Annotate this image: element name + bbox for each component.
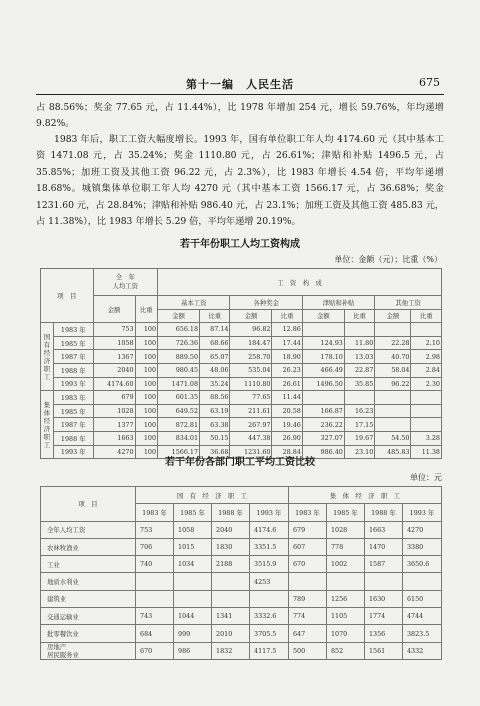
table-cell: 1630 — [364, 590, 402, 607]
table-cell: 35.85 — [344, 377, 374, 391]
col-amount: 金额 — [302, 309, 344, 323]
table-cell: 778 — [326, 538, 364, 555]
table-cell: 100 — [135, 445, 158, 459]
table-cell: 211.61 — [230, 404, 272, 418]
table-cell: 2.30 — [411, 377, 442, 391]
table-cell — [375, 391, 411, 405]
table-cell — [375, 418, 411, 432]
table-cell: 1367 — [93, 350, 135, 364]
table-cell: 607 — [288, 538, 326, 555]
table-cell: 166.87 — [302, 404, 344, 418]
row-year: 1985 年 — [54, 336, 94, 350]
col-amount: 金额 — [93, 296, 135, 323]
table-cell: 3650.6 — [402, 556, 441, 573]
table-cell: 1832 — [212, 642, 250, 659]
table-cell: 980.45 — [158, 363, 200, 377]
table-row — [41, 363, 442, 377]
table-cell: 1341 — [212, 608, 250, 625]
table-cell: 68.66 — [200, 336, 230, 350]
table-cell: 740 — [136, 556, 174, 573]
table-cell: 2.98 — [411, 350, 442, 364]
col-share: 比重 — [411, 309, 442, 323]
table-cell: 96.22 — [375, 377, 411, 391]
table-cell: 23.10 — [344, 445, 374, 459]
table-cell: 1034 — [174, 556, 212, 573]
table-cell: 17.44 — [272, 336, 302, 350]
table-cell: 535.04 — [230, 363, 272, 377]
table-cell: 184.47 — [230, 336, 272, 350]
table-row — [41, 538, 442, 555]
table-cell: 485.83 — [375, 445, 411, 459]
table-cell: 2040 — [212, 521, 250, 538]
table-cell: 743 — [136, 608, 174, 625]
table-cell: 1028 — [93, 404, 135, 418]
group-other: 其他工资 — [375, 296, 442, 310]
table-cell: 1231.60 — [230, 445, 272, 459]
table-cell — [136, 573, 174, 590]
table-cell — [288, 573, 326, 590]
table2-unit: 单位：元 — [410, 473, 442, 482]
row-label: 工业 — [41, 556, 136, 573]
table-cell: 267.97 — [230, 418, 272, 432]
table-cell: 178.10 — [302, 350, 344, 364]
table-cell: 986.40 — [302, 445, 344, 459]
table-cell: 26.61 — [272, 377, 302, 391]
table-cell: 124.93 — [302, 336, 344, 350]
table-row — [41, 377, 442, 391]
table-cell: 26.23 — [272, 363, 302, 377]
col-year: 1993 年 — [250, 504, 289, 521]
col-year: 1985 年 — [326, 504, 364, 521]
row-year: 1993 年 — [54, 377, 94, 391]
table-cell: 684 — [136, 625, 174, 642]
table-cell: 1587 — [364, 556, 402, 573]
table-cell — [212, 590, 250, 607]
table-cell: 35.24 — [200, 377, 230, 391]
table-cell: 2040 — [93, 363, 135, 377]
wage-composition-table — [40, 268, 442, 459]
table-cell: 12.86 — [272, 323, 302, 337]
table-cell: 1256 — [326, 590, 364, 607]
table-cell: 3332.6 — [250, 608, 289, 625]
table-cell: 852 — [326, 642, 364, 659]
table-cell: 100 — [135, 336, 158, 350]
table-cell: 999 — [174, 625, 212, 642]
table-cell — [375, 323, 411, 337]
table-cell: 11.80 — [344, 336, 374, 350]
col-amount: 金额 — [375, 309, 411, 323]
page-header — [36, 74, 444, 95]
table-cell: 327.07 — [302, 431, 344, 445]
group-collective: 集 体 经 济 职 工 — [288, 487, 441, 504]
table-cell — [364, 573, 402, 590]
table-cell: 77.65 — [230, 391, 272, 405]
table-cell: 4744 — [402, 608, 441, 625]
col-year: 1993 年 — [402, 504, 441, 521]
col-share: 比重 — [344, 309, 374, 323]
table-cell — [326, 573, 364, 590]
table-cell: 1470 — [364, 538, 402, 555]
group-allowance: 津贴和补贴 — [302, 296, 374, 310]
col-share: 比重 — [200, 309, 230, 323]
table-cell: 4174.6 — [250, 521, 289, 538]
row-year: 1988 年 — [54, 363, 94, 377]
table-cell: 96.82 — [230, 323, 272, 337]
row-year: 1983 年 — [54, 323, 94, 337]
table-cell: 3705.5 — [250, 625, 289, 642]
table-cell: 3351.5 — [250, 538, 289, 555]
table-cell: 4270 — [93, 445, 135, 459]
table-cell: 54.50 — [375, 431, 411, 445]
section-label: 集体经济职工 — [41, 391, 54, 459]
table-cell: 100 — [135, 391, 158, 405]
table-cell: 19.67 — [344, 431, 374, 445]
table-cell: 1830 — [212, 538, 250, 555]
table-cell — [411, 404, 442, 418]
table-cell: 753 — [93, 323, 135, 337]
table-cell: 1015 — [174, 538, 212, 555]
row-year: 1985 年 — [54, 404, 94, 418]
table1-unit: 单位：金额（元）；比重（%） — [334, 255, 442, 264]
table-cell: 1496.50 — [302, 377, 344, 391]
table-cell: 100 — [135, 377, 158, 391]
table-cell: 679 — [288, 521, 326, 538]
col-item: 项 目 — [41, 269, 94, 323]
table-cell: 1070 — [326, 625, 364, 642]
group-state: 国 有 经 济 职 工 — [136, 487, 289, 504]
table-row — [41, 391, 442, 405]
table-cell: 40.70 — [375, 350, 411, 364]
row-label: 交通运输业 — [41, 608, 136, 625]
table-cell: 1377 — [93, 418, 135, 432]
table-cell: 63.19 — [200, 404, 230, 418]
table-cell: 16.23 — [344, 404, 374, 418]
table-cell: 4332 — [402, 642, 441, 659]
table-cell — [302, 323, 344, 337]
table-cell: 1110.80 — [230, 377, 272, 391]
table-cell: 2.10 — [411, 336, 442, 350]
table-cell: 18.90 — [272, 350, 302, 364]
col-year: 1988 年 — [364, 504, 402, 521]
table-cell — [136, 590, 174, 607]
table-cell: 4270 — [402, 521, 441, 538]
table-cell: 889.50 — [158, 350, 200, 364]
table-cell: 65.07 — [200, 350, 230, 364]
table-cell: 4253 — [250, 573, 289, 590]
table-cell: 22.87 — [344, 363, 374, 377]
table-row — [41, 336, 442, 350]
table-cell: 258.70 — [230, 350, 272, 364]
table-cell: 2.84 — [411, 363, 442, 377]
table-cell: 670 — [136, 642, 174, 659]
table1-title: 若干年份职工人均工资构成 — [180, 239, 300, 250]
table-cell: 2010 — [212, 625, 250, 642]
table-row — [41, 642, 442, 659]
table-cell: 6150 — [402, 590, 441, 607]
table-cell: 466.49 — [302, 363, 344, 377]
row-label: 农林牧渔业 — [41, 538, 136, 555]
table-cell — [174, 573, 212, 590]
table-cell: 36.68 — [200, 445, 230, 459]
table-row — [41, 418, 442, 432]
table-cell — [212, 573, 250, 590]
table-cell: 1002 — [326, 556, 364, 573]
row-label: 房地产 居民服务业 — [41, 642, 136, 659]
table-cell: 20.58 — [272, 404, 302, 418]
table-cell: 48.06 — [200, 363, 230, 377]
table-cell: 726.36 — [158, 336, 200, 350]
col-amount: 金额 — [158, 309, 200, 323]
table-cell: 100 — [135, 323, 158, 337]
row-year: 1993 年 — [54, 445, 94, 459]
table-cell: 100 — [135, 350, 158, 364]
table-cell — [344, 391, 374, 405]
table-cell: 774 — [288, 608, 326, 625]
table-row — [41, 521, 442, 538]
table-cell: 100 — [135, 418, 158, 432]
table-row — [41, 556, 442, 573]
table-cell: 19.46 — [272, 418, 302, 432]
row-label: 地质水利业 — [41, 573, 136, 590]
col-year: 1985 年 — [174, 504, 212, 521]
row-label: 建筑业 — [41, 590, 136, 607]
table-cell: 670 — [288, 556, 326, 573]
table-cell: 647 — [288, 625, 326, 642]
table-cell — [402, 573, 441, 590]
table-cell: 22.28 — [375, 336, 411, 350]
table-row — [41, 350, 442, 364]
table-cell: 679 — [93, 391, 135, 405]
row-year: 1983 年 — [54, 391, 94, 405]
table-cell: 872.81 — [158, 418, 200, 432]
table-cell: 1561 — [364, 642, 402, 659]
table-cell: 1028 — [326, 521, 364, 538]
table-row — [41, 625, 442, 642]
row-year: 1987 年 — [54, 418, 94, 432]
table-cell: 11.44 — [272, 391, 302, 405]
table-cell — [411, 418, 442, 432]
table-row — [41, 404, 442, 418]
row-year: 1988 年 — [54, 431, 94, 445]
table-cell: 649.52 — [158, 404, 200, 418]
table-row — [41, 608, 442, 625]
row-label: 批零餐饮业 — [41, 625, 136, 642]
page-number: 675 — [419, 76, 440, 89]
table-cell: 789 — [288, 590, 326, 607]
sector-wage-table — [40, 486, 442, 660]
table-cell — [375, 404, 411, 418]
chapter-title: 第十一编 人民生活 — [186, 78, 294, 91]
table-cell — [411, 391, 442, 405]
table-cell: 63.38 — [200, 418, 230, 432]
col-year: 1988 年 — [212, 504, 250, 521]
row-label: 全年人均工资 — [41, 521, 136, 538]
table-cell: 3.28 — [411, 431, 442, 445]
table-cell: 986 — [174, 642, 212, 659]
table-cell: 236.22 — [302, 418, 344, 432]
table-cell: 1058 — [93, 336, 135, 350]
section-label: 国有经济职工 — [41, 323, 54, 391]
col-item: 项 目 — [41, 487, 136, 522]
col-amount: 金额 — [230, 309, 272, 323]
table-cell: 100 — [135, 404, 158, 418]
paragraph-2: 1983 年后，职工工资大幅度增长。1993 年，国有单位职工年人均 4174.60 元（其中基本工资 1471.08 元，占 35.24%；奖金 1110.80 元，占 26.61%；津贴和补贴 1496.5 元，占 35.85%；加班工资及其他工资 96.22 元，占 2.3%），比 1983 年增长 4.54 倍，平均年递增 18.68%。城镇集体单位职工年人均 4270 元（其中基本工资 1566.17 元，占 36.68%；奖金 1231.60 元，占 28.84%；津贴和补贴 986.40 元，占 23.1%；加班工资及其他工资 485.83 元，占 11.38%），比 1983 年增长 5.29 倍，平均年递增 20.19%。 — [36, 134, 444, 228]
col-composition: 工 资 构 成 — [158, 269, 442, 296]
table-cell: 500 — [288, 642, 326, 659]
group-bonus: 各种奖金 — [230, 296, 302, 310]
table-row — [41, 431, 442, 445]
table-cell: 1566.17 — [158, 445, 200, 459]
paragraph-1: 占 88.56%；奖金 77.65 元，占 11.44%），比 1978 年增加 254 元，增长 59.76%，年均递增 9.82%。 — [36, 102, 444, 130]
table-cell: 834.01 — [158, 431, 200, 445]
table-cell: 4174.60 — [93, 377, 135, 391]
table-row — [41, 573, 442, 590]
table-cell: 447.38 — [230, 431, 272, 445]
table-cell: 4117.5 — [250, 642, 289, 659]
table-row — [41, 323, 442, 337]
table-cell: 753 — [136, 521, 174, 538]
col-share: 比重 — [272, 309, 302, 323]
table-cell: 1105 — [326, 608, 364, 625]
table-cell: 2188 — [212, 556, 250, 573]
table-cell: 1663 — [364, 521, 402, 538]
row-year: 1987 年 — [54, 350, 94, 364]
table-cell: 88.56 — [200, 391, 230, 405]
table-cell: 50.15 — [200, 431, 230, 445]
table-cell — [411, 323, 442, 337]
table-cell: 1044 — [174, 608, 212, 625]
table-cell: 26.90 — [272, 431, 302, 445]
table-row — [41, 590, 442, 607]
table-cell: 1058 — [174, 521, 212, 538]
group-basic: 基本工资 — [158, 296, 230, 310]
table-cell — [344, 323, 374, 337]
table-cell: 87.14 — [200, 323, 230, 337]
table-cell: 1663 — [93, 431, 135, 445]
table-cell — [174, 590, 212, 607]
col-total: 全 年 人均工资 — [93, 269, 158, 296]
table-cell: 13.03 — [344, 350, 374, 364]
table-cell — [302, 391, 344, 405]
col-year: 1983 年 — [288, 504, 326, 521]
col-year: 1983 年 — [136, 504, 174, 521]
table-cell: 58.04 — [375, 363, 411, 377]
table-cell: 28.84 — [272, 445, 302, 459]
table-cell: 3515.9 — [250, 556, 289, 573]
table-cell: 656.18 — [158, 323, 200, 337]
table-cell: 3823.5 — [402, 625, 441, 642]
table-cell: 1471.08 — [158, 377, 200, 391]
table-cell: 706 — [136, 538, 174, 555]
table-cell: 100 — [135, 363, 158, 377]
table-cell: 601.35 — [158, 391, 200, 405]
table2-title: 若干年份各部门职工平均工资比较 — [165, 457, 315, 468]
col-share: 比重 — [135, 296, 158, 323]
table-cell: 1356 — [364, 625, 402, 642]
table-cell — [250, 590, 289, 607]
table-cell: 11.38 — [411, 445, 442, 459]
table-cell: 3380 — [402, 538, 441, 555]
table-cell: 1774 — [364, 608, 402, 625]
table-cell: 100 — [135, 431, 158, 445]
table-cell: 17.15 — [344, 418, 374, 432]
